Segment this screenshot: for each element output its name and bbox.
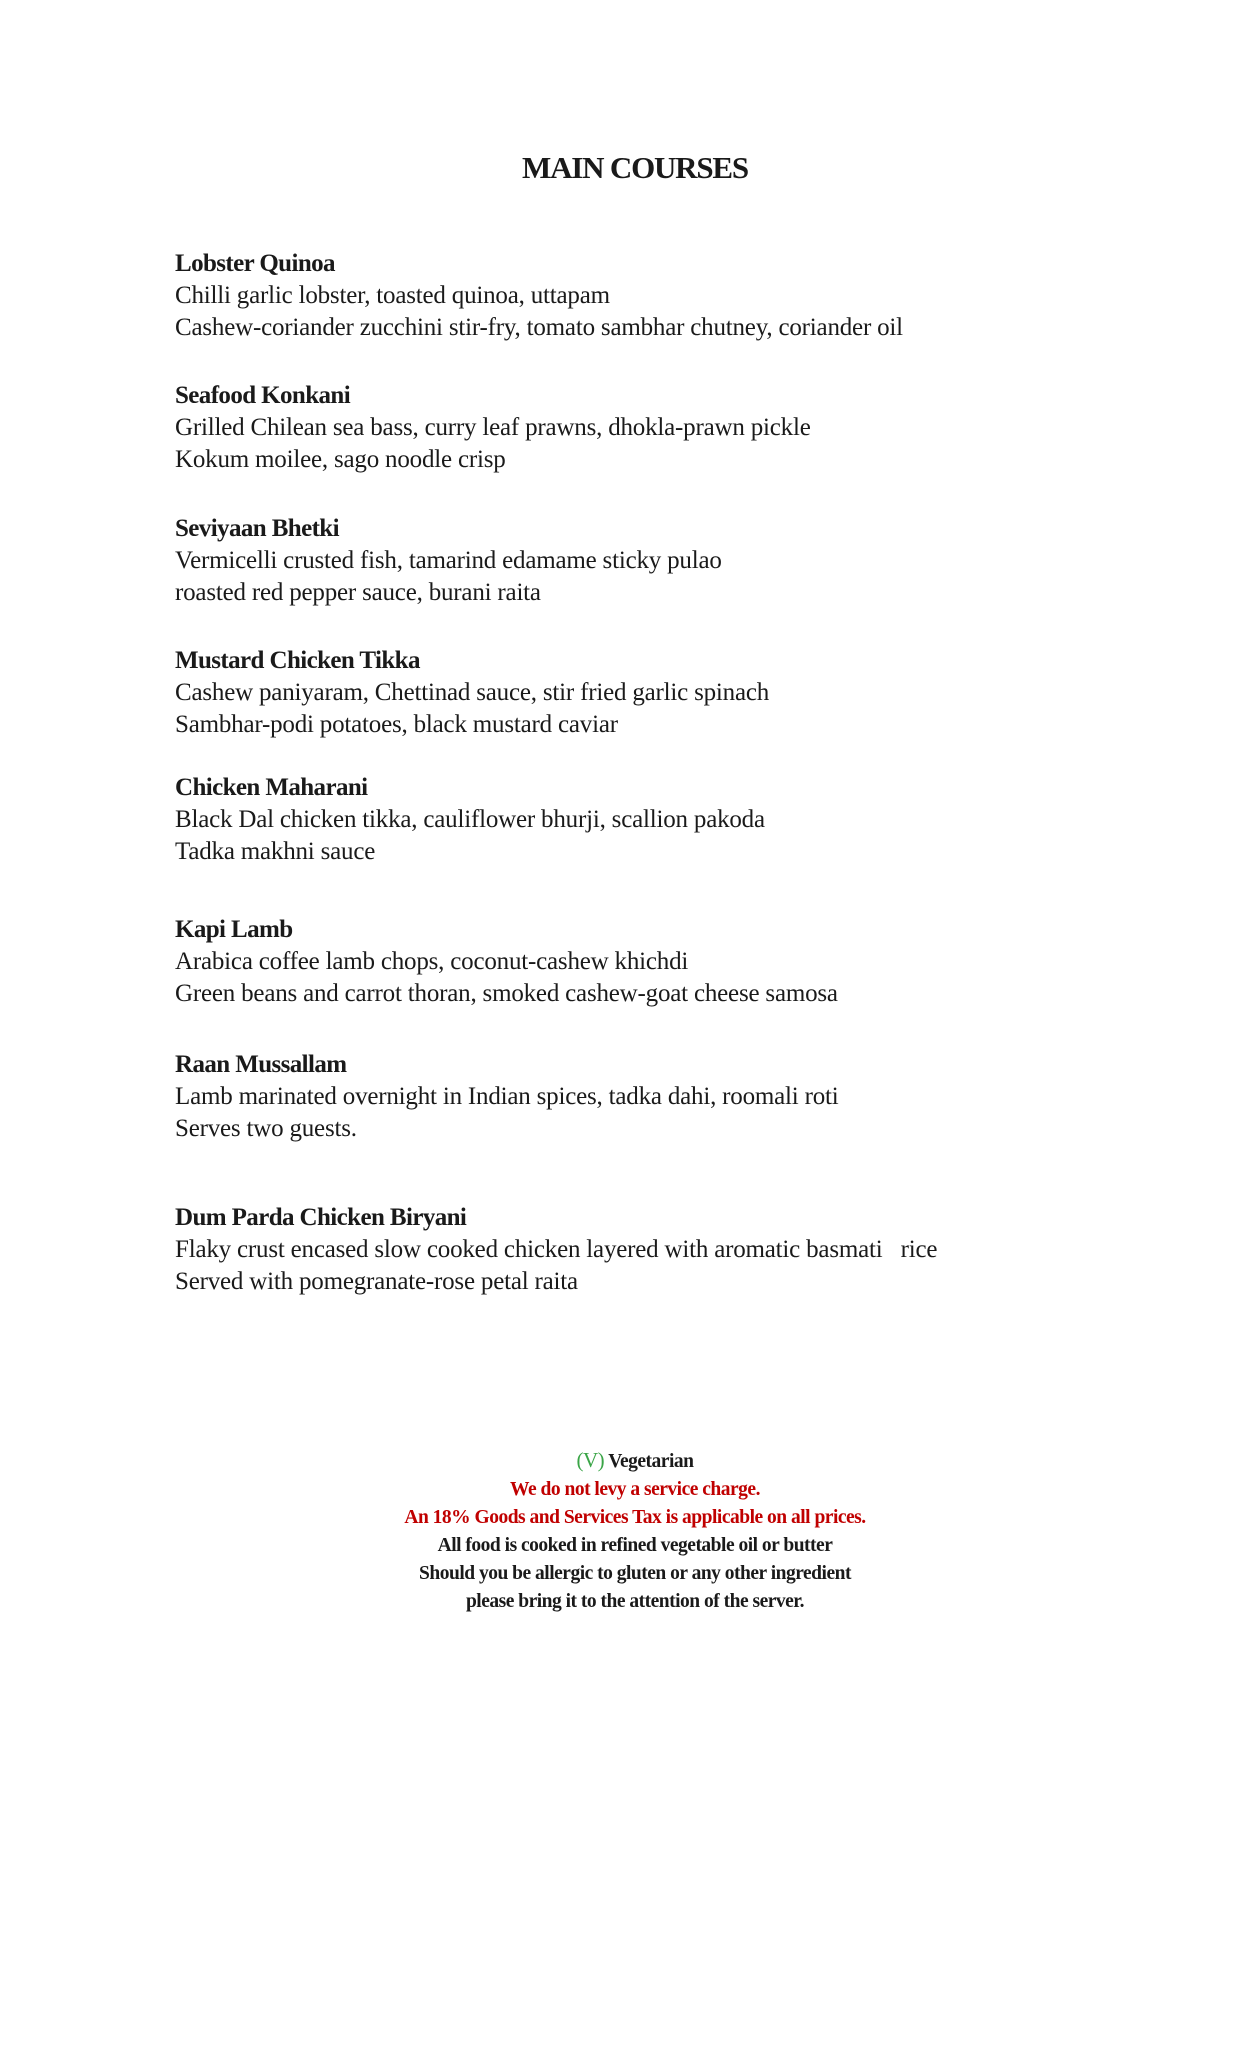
menu-item xyxy=(175,380,1075,476)
menu-item-description: Black Dal chicken tikka, cauliflower bhurji, scallion pakoda xyxy=(175,806,765,833)
menu-item-name: Seviyaan Bhetki xyxy=(175,515,339,542)
menu-item-name: Mustard Chicken Tikka xyxy=(175,647,420,674)
menu-item xyxy=(175,513,1075,609)
menu-item-description: Cashew-coriander zucchini stir-fry, tomato sambhar chutney, coriander oil xyxy=(175,314,903,341)
menu-item-description: Green beans and carrot thoran, smoked cashew-goat cheese samosa xyxy=(175,980,838,1007)
cooking-oil-note: All food is cooked in refined vegetable oil or butter xyxy=(437,1535,833,1556)
vegetarian-label: Vegetarian xyxy=(608,1451,694,1472)
menu-item-name: Kapi Lamb xyxy=(175,916,293,943)
menu-item-name: Lobster Quinoa xyxy=(175,250,335,277)
menu-item xyxy=(175,772,1075,868)
gst-note: An 18% Goods and Services Tax is applicable on all prices. xyxy=(404,1507,866,1528)
menu-item-description: Cashew paniyaram, Chettinad sauce, stir fried garlic spinach xyxy=(175,679,770,706)
menu-item-name: Dum Parda Chicken Biryani xyxy=(175,1204,467,1231)
menu-item xyxy=(175,645,1075,741)
menu-item xyxy=(175,248,1075,344)
menu-item xyxy=(175,1049,1075,1145)
menu-item-description: Sambhar-podi potatoes, black mustard caviar xyxy=(175,711,618,738)
allergy-note-continued: please bring it to the attention of the server. xyxy=(465,1591,805,1612)
menu-item-name: Raan Mussallam xyxy=(175,1051,347,1078)
menu-item-description: Chilli garlic lobster, toasted quinoa, uttapam xyxy=(175,282,610,309)
menu-item-description: Grilled Chilean sea bass, curry leaf prawns, dhokla-prawn pickle xyxy=(175,414,811,441)
vegetarian-symbol: (V) xyxy=(576,1448,605,1472)
menu-item-description: Vermicelli crusted fish, tamarind edamame sticky pulao xyxy=(175,547,722,574)
allergy-note: Should you be allergic to gluten or any other ingredient xyxy=(419,1563,851,1584)
page-title: MAIN COURSES xyxy=(522,150,748,185)
menu-item-description: Lamb marinated overnight in Indian spices, tadka dahi, roomali roti xyxy=(175,1083,839,1110)
menu-item-description: roasted red pepper sauce, burani raita xyxy=(175,579,541,606)
menu-item xyxy=(175,914,1075,1010)
service-charge-note: We do not levy a service charge. xyxy=(510,1479,760,1500)
menu-item-description: Flaky crust encased slow cooked chicken layered with aromatic basmati rice xyxy=(175,1236,938,1263)
menu-item-name: Chicken Maharani xyxy=(175,774,368,801)
vegetarian-legend xyxy=(0,1446,1243,1476)
menu-item-description: Served with pomegranate-rose petal raita xyxy=(175,1268,578,1295)
menu-footer-notes xyxy=(0,1446,1243,1616)
menu-item-name: Seafood Konkani xyxy=(175,382,351,409)
menu-item-description: Kokum moilee, sago noodle crisp xyxy=(175,446,506,473)
menu-item-description: Serves two guests. xyxy=(175,1115,357,1142)
menu-item-description: Arabica coffee lamb chops, coconut-cashew khichdi xyxy=(175,948,689,975)
menu-item-description: Tadka makhni sauce xyxy=(175,838,376,865)
menu-item xyxy=(175,1202,1075,1298)
